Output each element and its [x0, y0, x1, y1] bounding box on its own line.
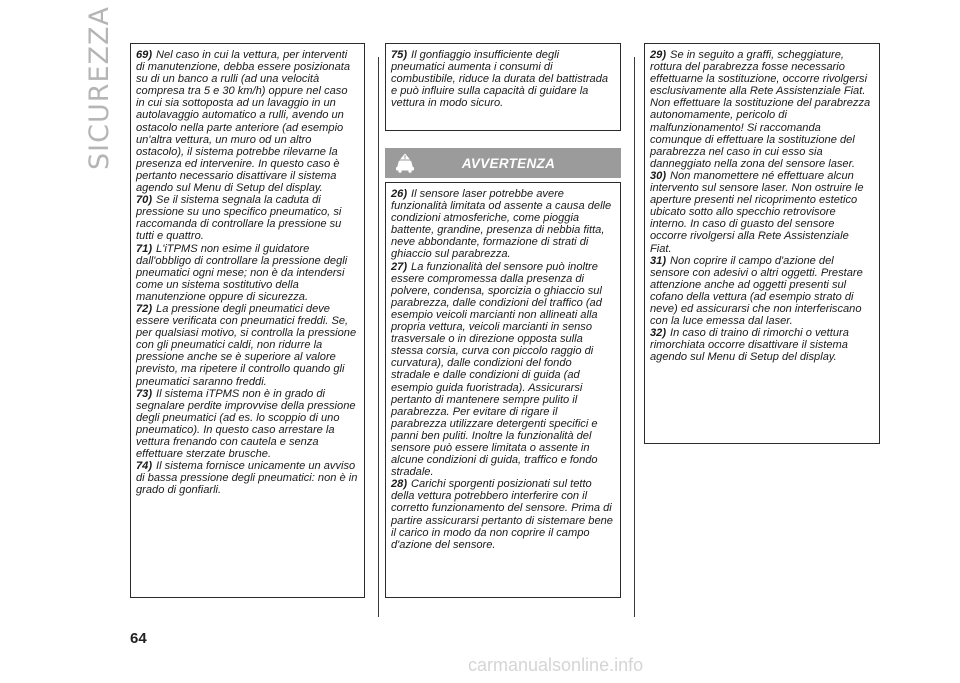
note-text: Il sensore laser potrebbe avere funzionalità limitata od assente a causa delle condizioni atmosferiche, come pioggia battente, grandine, presenza di nebbia fitta, neve abbondante, formazione di strati di ghiaccio sul parabrezza. — [391, 188, 612, 261]
note-list — [391, 188, 614, 551]
note-list — [650, 49, 873, 363]
warning-header — [385, 148, 621, 178]
note-number: 29) — [650, 49, 667, 61]
note-paragraph — [136, 303, 358, 388]
note-paragraph — [650, 255, 873, 328]
note-text: Non manomettere né effettuare alcun intervento sul sensore laser. Non ostruire le aperture presenti nel ricoprimento estetico ubicato sotto allo specchio retrovisore interno. In caso di guasto del sensore occorre rivolgersi alla Rete Assistenziale Fiat. — [650, 169, 864, 255]
note-paragraph — [650, 327, 873, 363]
note-paragraph — [136, 388, 358, 461]
note-text: Il gonfiaggio insufficiente degli pneumatici aumenta i consumi di combustibile, riduce la durata del battistrada e può influire sulla capacità di guidare la vettura in modo sicuro. — [391, 49, 609, 110]
note-paragraph — [391, 49, 614, 109]
note-number: 26) — [391, 188, 408, 200]
note-text: Se il sistema segnala la caduta di pressione su uno specifico pneumatico, si raccomanda di controllare la pressione su tutti e quattro. — [136, 194, 342, 243]
note-number: 71) — [136, 242, 153, 255]
note-number: 69) — [136, 49, 153, 61]
note-text: La funzionalità del sensore può inoltre essere compromessa dalla presenza di polvere, condensa, sporcizia o ghiaccio sul parabrezza, dalle condizioni del traffico (ad esempio veicoli marcianti non allineati alla propria vettura, veicoli marcianti in senso trasversale o in direzione opposta sulla stessa corsia, curva con piccolo raggio di curvatura), dalle condizioni del fondo stradale e dalle condizioni di guida (ad esempio guida fuoristrada). Assicurarsi pertanto di mantenere sempre pulito il parabrezza. Per evitare di rigare il parabrezza utilizzare detergenti specifici e panni ben puliti. Inoltre la funzionalità del sensore può essere limitata o assente in alcune condizioni di guida, traffico e fondo stradale. — [391, 260, 602, 479]
note-number: 28) — [391, 478, 408, 491]
note-number: 74) — [136, 460, 153, 473]
note-number: 27) — [391, 260, 408, 273]
note-number: 72) — [136, 302, 153, 315]
note-paragraph — [391, 261, 614, 479]
note-text: Il sistema fornisce unicamente un avviso di bassa pressione degli pneumatici: non è in grado di gonfiarli. — [136, 460, 358, 497]
note-number: 31) — [650, 254, 667, 267]
note-paragraph — [650, 49, 873, 170]
note-list — [391, 49, 614, 109]
note-number: 75) — [391, 49, 408, 61]
note-paragraph — [136, 194, 358, 242]
note-number: 73) — [136, 387, 153, 400]
warning-title: AVVERTENZA — [461, 155, 556, 171]
note-text: Non coprire il campo d'azione del sensore con adesivi o altri oggetti. Prestare attenzione anche ad oggetti presenti sul cofano della vettura (ad esempio strato di neve) ed assicurarsi che non interferiscano con la luce emessa dal laser. — [650, 254, 863, 328]
note-number: 32) — [650, 327, 667, 340]
column-divider — [634, 57, 635, 617]
note-box-col3 — [644, 43, 880, 444]
section-title: SICUREZZA — [84, 6, 115, 170]
note-box-col1 — [130, 43, 365, 598]
note-text: Se in seguito a graffi, scheggiature, rottura del parabrezza fosse necessario effettuarne la sostituzione, occorre rivolgersi esclusivamente alla Rete Assistenziale Fiat. Non effettuare la sostituzione del parabrezza autonomamente, pericolo di malfunzionamento! Si raccomanda comunque di effettuare la sostituzione del parabrezza nel caso in cui esso sia danneggiato nella zona del sensore laser. — [650, 49, 871, 170]
car-warning-icon — [394, 153, 416, 173]
note-paragraph — [136, 49, 358, 194]
note-text: L'iTPMS non esime il guidatore dall'obbligo di controllare la pressione degli pneumatici ogni mese; non è da intendersi come un sistema sostitutivo della manutenzione oppure di sicurezza. — [136, 242, 348, 303]
note-paragraph — [136, 243, 358, 303]
note-text: Il sistema iTPMS non è in grado di segnalare perdite improvvise della pressione degli pneumatici (ad es. lo scoppio di uno pneumatico). In questo caso arrestare la vettura frenando con cautela e senza effettuare sterzate brusche. — [136, 387, 356, 461]
watermark: carmanualsonline.info — [468, 655, 644, 675]
note-number: 30) — [650, 169, 667, 182]
note-paragraph — [391, 478, 614, 551]
note-paragraph — [136, 460, 358, 496]
note-paragraph — [391, 188, 614, 261]
page-number: 64 — [130, 630, 147, 647]
column-divider — [378, 57, 379, 617]
note-list — [136, 49, 358, 496]
note-text: La pressione degli pneumatici deve essere verificata con pneumatici freddi. Se, per qualsiasi motivo, si controlla la pressione con gli pneumatici caldi, non ridurre la pressione anche se è superiore al valore previsto, ma ripetere il controllo quando gli pneumatici saranno freddi. — [136, 302, 357, 388]
note-box-col2-top — [385, 43, 621, 131]
note-text: Nel caso in cui la vettura, per interventi di manutenzione, debba essere posizionata su di un banco a rulli (ad una velocità compresa tra 5 e 30 km/h) oppure nel caso in cui sia sottoposta ad un lavaggio in un autolavaggio automatico a rulli, avendo un ostacolo nella parte anteriore (ad esempio un'altra vettura, un muro od un altro ostacolo), il sistema potrebbe rilevarne la presenza ed intervenire. In questo caso è pertanto necessario disattivare il sistema agendo sul Menu di Setup del display. — [136, 49, 351, 195]
note-paragraph — [650, 170, 873, 255]
warning-box — [385, 182, 621, 598]
note-text: Carichi sporgenti posizionati sul tetto della vettura potrebbero interferire con il corretto funzionamento del sensore. Prima di partire assicurarsi pertanto di sistemare bene il carico in modo da non coprire il campo d'azione del sensore. — [391, 478, 613, 551]
note-number: 70) — [136, 194, 153, 207]
note-text: In caso di traino di rimorchi o vettura rimorchiata occorre disattivare il sistema agendo sul Menu di Setup del display. — [650, 327, 849, 364]
